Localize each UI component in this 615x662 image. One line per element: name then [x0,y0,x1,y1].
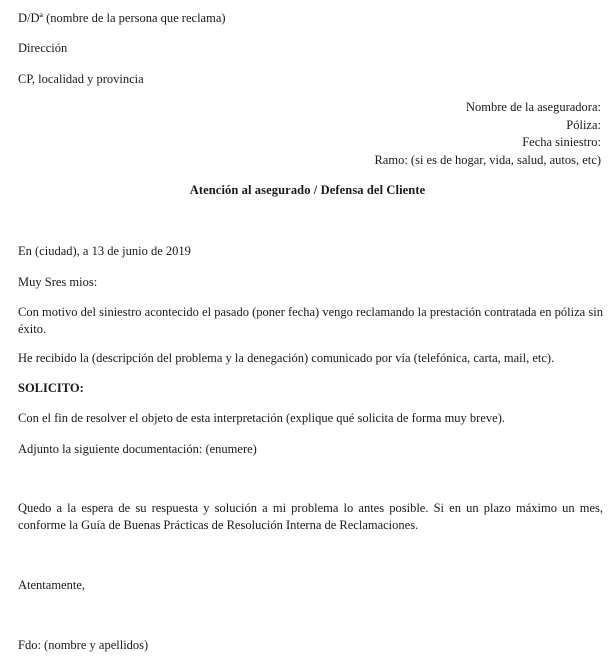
body-paragraph-3: Con el fin de resolver el objeto de esta interpretación (explique qué solicita de forma muy breve). [18,411,505,425]
sender-location: CP, localidad y provincia [18,72,144,86]
claim-date: Fecha siniestro: [522,135,601,149]
signature-line: Fdo: (nombre y apellidos) [18,638,149,652]
body-paragraph-5: Quedo a la espera de su respuesta y solución a mi problema lo antes posible. Si en un plazo máximo un mes, conforme la Guía de Buenas Prácticas de Resolución Interna de Reclamaciones. [18,501,603,532]
place-date: En (ciudad), a 13 de junio de 2019 [18,244,191,258]
greeting: Muy Sres mios: [18,275,98,289]
insurer-block [374,99,601,169]
policy-number: Póliza: [566,117,601,132]
body-paragraph-1: Con motivo del siniestro acontecido el pasado (poner fecha) vengo reclamando la prestación contratada en póliza sin éxito. [18,305,603,336]
body-paragraph-4: Adjunto la siguiente documentación: (enumere) [18,442,257,456]
insurer-name: Nombre de la aseguradora: [465,100,601,114]
sender-name: D/Dª (nombre de la persona que reclama) [18,11,226,25]
body-paragraph-2: He recibido la (descripción del problema y la denegación) comunicado por vía (telefónica, carta, mail, etc). [18,351,555,365]
recipient-title: Atención al asegurado / Defensa del Cliente [189,183,426,197]
closing: Atentamente, [18,578,85,592]
sender-address: Dirección [18,41,68,55]
insurance-branch: Ramo: (si es de hogar, vida, salud, autos, etc) [374,152,601,167]
request-heading: SOLICITO: [18,381,84,395]
